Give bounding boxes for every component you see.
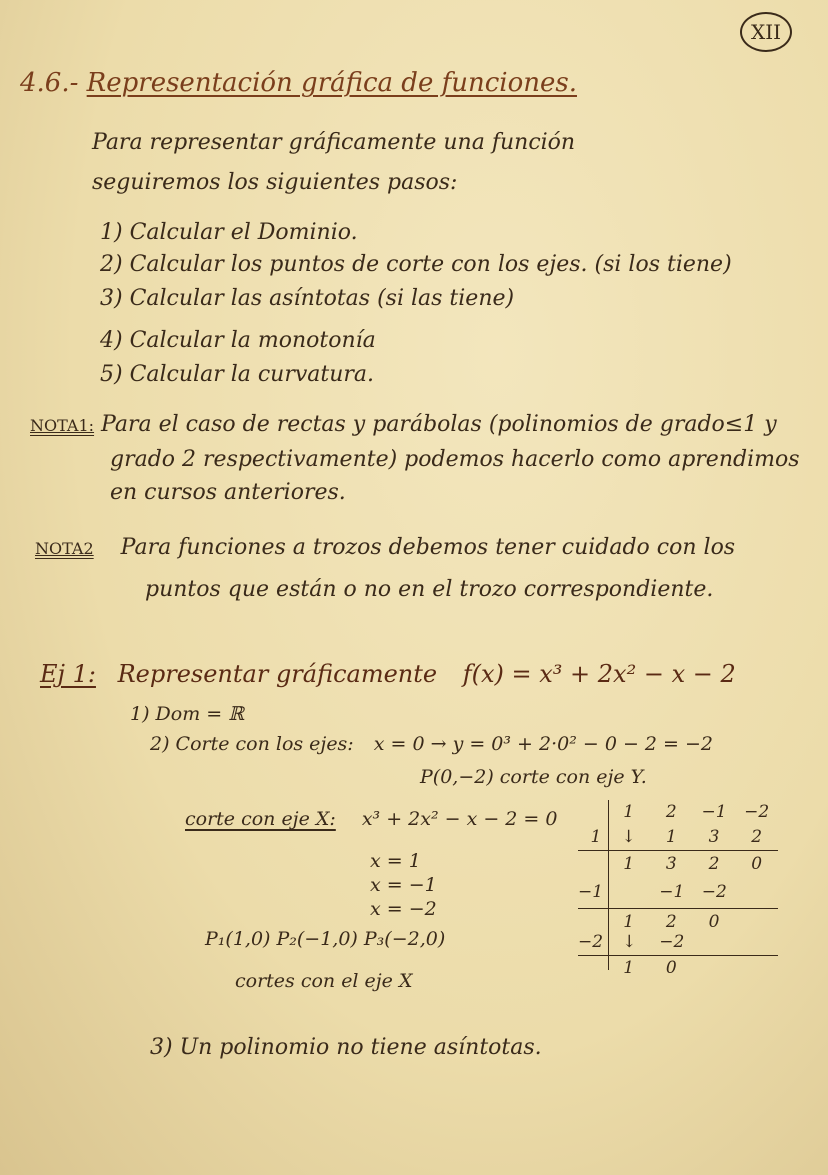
section-title-text: Representación gráfica de funciones. — [86, 68, 577, 98]
cut-x-label: corte con eje X: — [185, 808, 336, 830]
section-number: 4.6.- — [20, 68, 79, 98]
cut-y-point: P(0,−2) corte con eje Y. — [420, 766, 647, 788]
ruffini-cell: 0 — [708, 912, 720, 932]
ruffini-row — [578, 802, 778, 822]
ruffini-cell: 3 — [665, 854, 677, 874]
example-statement: Representar gráficamente — [117, 660, 438, 688]
ruffini-divisor — [578, 854, 607, 874]
ruffini-cell — [693, 932, 736, 952]
ruffini-cell: 2 — [665, 802, 677, 822]
example-heading — [40, 660, 736, 688]
ruffini-row — [578, 827, 778, 847]
ruffini-cell: 2 — [751, 827, 763, 847]
ruffini-cell — [736, 882, 779, 902]
ruffini-cell: 0 — [665, 958, 677, 978]
ruffini-row — [578, 882, 778, 902]
root: x = −2 — [370, 898, 437, 920]
section-title — [20, 68, 577, 98]
ruffini-divisor: −1 — [578, 882, 604, 902]
ruffini-cell: −1 — [659, 882, 685, 902]
ruffini-cell — [735, 912, 778, 932]
nota2-line: Para funciones a trozos debemos tener cuidado con los — [120, 535, 736, 560]
step-item: 1) Calcular el Dominio. — [100, 220, 358, 245]
nota1-line: en cursos anteriores. — [110, 480, 346, 505]
ruffini-cell: 3 — [708, 827, 720, 847]
ruffini-cell — [693, 958, 736, 978]
ruffini-row — [578, 912, 778, 932]
nota2-label: NOTA2 — [35, 539, 94, 558]
cut-axes-step — [150, 733, 713, 755]
nota2-line: puntos que están o no en el trozo correspondiente. — [145, 577, 714, 602]
cut-x-equation: x³ + 2x² − x − 2 = 0 — [361, 808, 558, 830]
ruffini-cell: −2 — [701, 882, 727, 902]
step-item: 4) Calcular la monotonía — [100, 328, 376, 353]
ruffini-divider — [578, 908, 778, 909]
ruffini-divider — [578, 955, 778, 956]
nota1 — [30, 412, 777, 437]
ruffini-divider — [578, 850, 778, 851]
step-item: 2) Calcular los puntos de corte con los ejes. (si los tiene) — [100, 252, 732, 277]
example-label: Ej 1: — [40, 660, 96, 688]
nota1-line: grado 2 respectivamente) podemos hacerlo como aprendimos — [110, 447, 800, 472]
nota2 — [35, 535, 735, 560]
ruffini-divisor — [578, 802, 607, 822]
step-item: 5) Calcular la curvatura. — [100, 362, 375, 387]
ruffini-cell: −2 — [659, 932, 685, 952]
ruffini-cell: ↓ — [621, 827, 636, 847]
ruffini-cell: 1 — [623, 912, 635, 932]
nota1-line: Para el caso de rectas y parábolas (polinomios de grado≤1 y — [101, 412, 777, 437]
cut-points-caption: cortes con el eje X — [235, 970, 413, 992]
page-number: XII — [740, 12, 792, 52]
nota1-label: NOTA1: — [30, 416, 95, 435]
ruffini-cell: ↓ — [622, 932, 637, 952]
root: x = −1 — [370, 874, 437, 896]
example-function: f(x) = x³ + 2x² − x − 2 — [462, 660, 736, 688]
ruffini-cell: −2 — [744, 802, 770, 822]
ruffini-row — [578, 958, 778, 978]
cut-axes-label: 2) Corte con los ejes: — [150, 733, 354, 755]
dom-step: 1) Dom = ℝ — [130, 703, 245, 725]
cut-points: P₁(1,0) P₂(−1,0) P₃(−2,0) — [205, 928, 446, 950]
ruffini-cell: −1 — [701, 802, 727, 822]
intro-line: seguiremos los siguientes pasos: — [92, 170, 458, 195]
ruffini-row — [578, 854, 778, 874]
ruffini-cell: 0 — [751, 854, 763, 874]
ruffini-cell: 1 — [665, 827, 677, 847]
step-item: 3) Calcular las asíntotas (si las tiene) — [100, 286, 515, 311]
ruffini-cell: 2 — [708, 854, 720, 874]
ruffini-divisor: 1 — [590, 827, 602, 847]
ruffini-cell: 2 — [665, 912, 677, 932]
ruffini-cell — [735, 958, 778, 978]
ruffini-divisor: −2 — [578, 932, 604, 952]
ruffini-cell — [608, 882, 651, 902]
intro-line: Para representar gráficamente una función — [92, 130, 576, 155]
ruffini-cell: 1 — [623, 854, 635, 874]
ruffini-divisor — [578, 958, 607, 978]
root: x = 1 — [370, 850, 421, 872]
cut-y-calc: x = 0 → y = 0³ + 2·0² − 0 − 2 = −2 — [373, 733, 714, 755]
ruffini-cell: 1 — [623, 958, 635, 978]
ruffini-table — [578, 800, 778, 980]
ruffini-cell — [736, 932, 779, 952]
ruffini-divisor — [578, 912, 607, 932]
ruffini-cell: 1 — [623, 802, 635, 822]
ruffini-row — [578, 932, 778, 952]
cut-x — [185, 808, 557, 830]
asymptotes-step: 3) Un polinomio no tiene asíntotas. — [150, 1035, 542, 1060]
